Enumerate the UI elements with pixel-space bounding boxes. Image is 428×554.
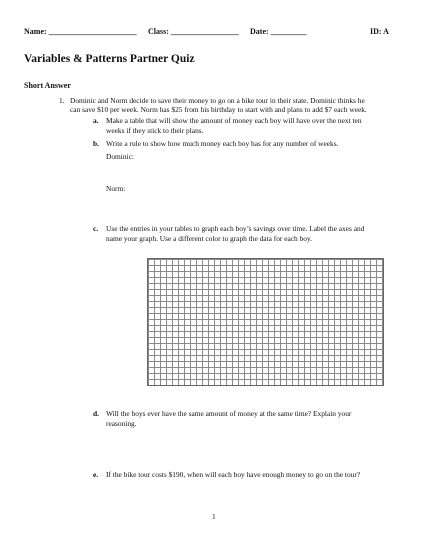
part-e-label: e. bbox=[93, 470, 99, 479]
part-b-label: b. bbox=[93, 139, 99, 148]
dominic-rule-label: Dominic: bbox=[106, 152, 134, 161]
part-c-label: c. bbox=[93, 224, 99, 233]
part-c-text-line-2: name your graph. Use a different color to graph the data for each boy. bbox=[106, 234, 313, 243]
part-b-text: Write a rule to show how much money each boy has for any number of weeks. bbox=[106, 139, 339, 148]
graph-grid bbox=[147, 258, 384, 386]
question-number: 1. bbox=[59, 96, 65, 105]
part-e-text: If the bike tour costs $190, when will each boy have enough money to go on the tour? bbox=[106, 470, 361, 479]
part-d-label: d. bbox=[93, 409, 99, 418]
part-a-label: a. bbox=[93, 116, 99, 125]
part-d-text-line-2: reasoning. bbox=[106, 419, 137, 428]
part-a-text-line-1: Make a table that will show the amount of money each boy will have over the next ten bbox=[106, 116, 362, 125]
class-field-label: Class: _________________ bbox=[148, 27, 239, 36]
question-text-line-2: can save $10 per week. Norm has $25 from his birthday to start with and plans to add $7 each week. bbox=[70, 105, 367, 114]
question-text-line-1: Dominic and Norm decide to save their money to go on a bike tour in their state. Dominic thinks he bbox=[70, 96, 365, 105]
part-a-text-line-2: weeks if they stick to their plans. bbox=[106, 126, 204, 135]
part-d-text-line-1: Will the boys ever have the same amount of money at the same time? Explain your bbox=[106, 409, 352, 418]
id-label: ID: A bbox=[370, 27, 389, 36]
norm-rule-label: Norm: bbox=[106, 184, 126, 193]
date-field-label: Date: _________ bbox=[250, 27, 307, 36]
page-title: Variables & Patterns Partner Quiz bbox=[24, 53, 195, 65]
section-heading: Short Answer bbox=[24, 81, 71, 90]
name-field-label: Name: ______________________ bbox=[24, 27, 137, 36]
part-c-text-line-1: Use the entries in your tables to graph each boy’s savings over time. Label the axes and bbox=[106, 224, 365, 233]
page-number: 1 bbox=[212, 512, 216, 521]
